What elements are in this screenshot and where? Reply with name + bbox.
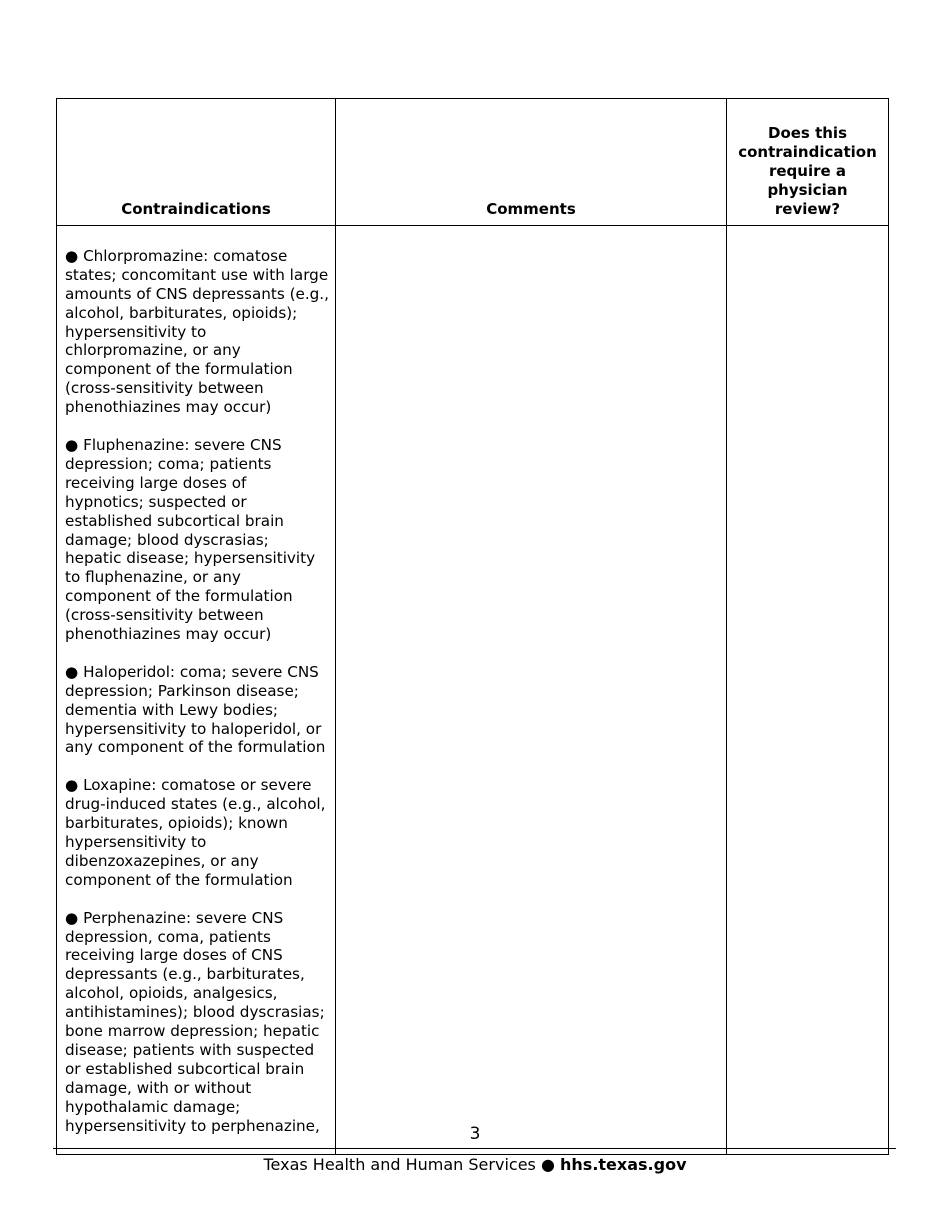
contraindications-list <box>57 226 335 1154</box>
table-row <box>57 226 889 1155</box>
table-header-row <box>57 99 889 226</box>
list-item: ● Fluphenazine: severe CNS depression; coma; patients receiving large doses of hypnotics; suspected or established subcortical brain damage; blood dyscrasias; hepatic disease; hypersensitivity to fluphenazine, or any component of the formulation (cross-sensitivity between phenothiazines may occur) <box>65 435 316 644</box>
footer-separator: ● <box>535 1155 561 1174</box>
header-comments: Comments <box>336 99 727 226</box>
footer-website-link[interactable]: hhs.texas.gov <box>560 1155 687 1174</box>
physician-review-cell[interactable] <box>727 226 889 1155</box>
footer <box>0 1155 950 1174</box>
list-item: ● Loxapine: comatose or severe drug-induced states (e.g., alcohol, barbiturates, opioids); known hypersensitivity to dibenzoxazepines, or any component of the formulation <box>65 776 326 889</box>
page-number: 3 <box>469 1124 481 1144</box>
header-physician-review <box>727 99 889 226</box>
contraindications-cell <box>57 226 336 1155</box>
contraindications-table <box>56 98 889 1155</box>
header-physician-review-label: Does this contraindication require a physician review? <box>738 124 877 218</box>
comments-cell[interactable] <box>336 226 727 1155</box>
header-contraindications: Contraindications <box>57 99 336 226</box>
contraindications-table-container <box>56 98 888 1135</box>
footer-divider <box>53 1148 896 1149</box>
footer-org: Texas Health and Human Services <box>263 1155 536 1174</box>
list-item: ● Chlorpromazine: comatose states; concomitant use with large amounts of CNS depressants (e.g., alcohol, barbiturates, opioids); hypersensitivity to chlorpromazine, or any component of the formulation (cross-sensitivity between phenothiazines may occur) <box>65 246 329 417</box>
list-item: ● Perphenazine: severe CNS depression, coma, patients receiving large doses of CNS depressants (e.g., barbiturates, alcohol, opioids, analgesics, antihistamines); blood dyscrasias; bone marrow depression; hepatic disease; patients with suspected or established subcortical brain damage, with or without hypothalamic damage; hypersensitivity to perphenazine, <box>65 908 325 1135</box>
list-item: ● Haloperidol: coma; severe CNS depression; Parkinson disease; dementia with Lewy bodies; hypersensitivity to haloperidol, or any component of the formulation <box>65 662 326 757</box>
